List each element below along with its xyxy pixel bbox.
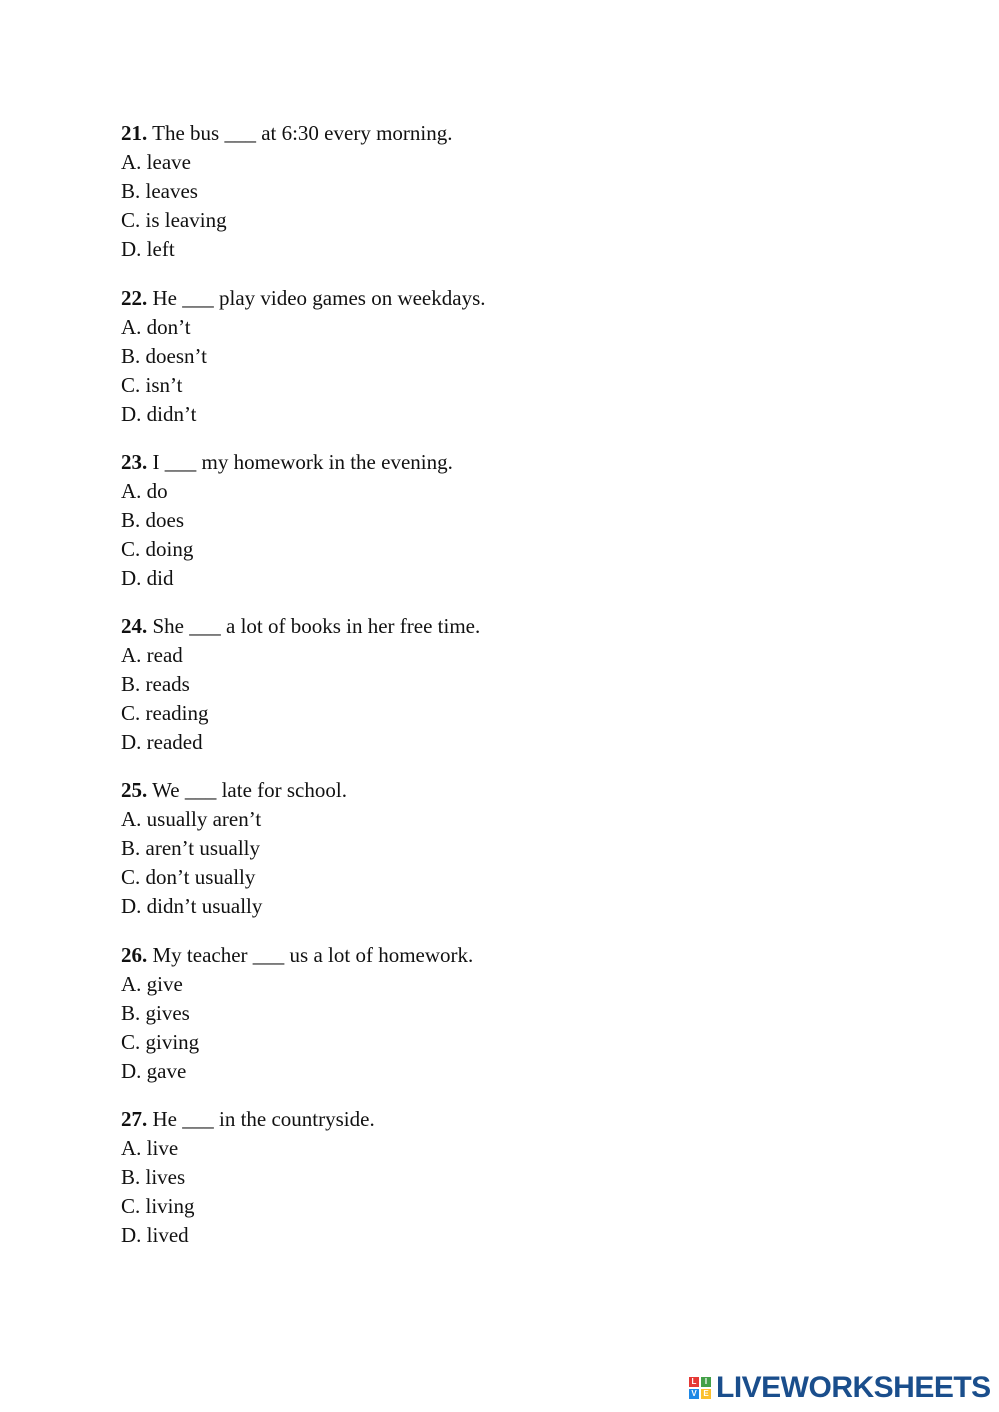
option-a: A. do — [121, 479, 168, 503]
option-a: A. usually aren’t — [121, 807, 262, 831]
question-number: 22. — [121, 286, 148, 310]
question-number: 21. — [121, 121, 148, 145]
logo-block-i: I — [701, 1377, 711, 1387]
option-d: D. didn’t usually — [121, 894, 263, 918]
option-d: D. didn’t — [121, 402, 197, 426]
logo-block-v: V — [689, 1389, 699, 1399]
option-b: B. gives — [121, 1001, 190, 1025]
question-22 — [121, 284, 486, 429]
liveworksheets-logo — [689, 1372, 991, 1404]
option-a: A. give — [121, 972, 183, 996]
question-stem — [121, 1105, 375, 1134]
option-d: D. readed — [121, 730, 203, 754]
question-number: 25. — [121, 778, 148, 802]
option-b: B. lives — [121, 1165, 186, 1189]
question-stem — [121, 284, 486, 313]
question-stem — [121, 776, 347, 805]
option-b: B. doesn’t — [121, 344, 207, 368]
question-number: 26. — [121, 943, 148, 967]
logo-text: LIVEWORKSHEETS — [716, 1371, 991, 1404]
question-26 — [121, 941, 473, 1086]
option-b: B. leaves — [121, 179, 198, 203]
option-c: C. is leaving — [121, 208, 227, 232]
option-b: B. does — [121, 508, 184, 532]
option-d: D. left — [121, 237, 175, 261]
question-number: 23. — [121, 450, 148, 474]
question-23 — [121, 448, 453, 593]
question-text: He ___ play video games on weekdays. — [147, 286, 486, 310]
option-c: C. giving — [121, 1030, 200, 1054]
question-text: I ___ my homework in the evening. — [147, 450, 453, 474]
option-d: D. did — [121, 566, 174, 590]
question-27 — [121, 1105, 375, 1250]
option-c: C. isn’t — [121, 373, 183, 397]
question-number: 24. — [121, 614, 148, 638]
question-21 — [121, 119, 452, 264]
question-text: She ___ a lot of books in her free time. — [147, 614, 481, 638]
question-stem — [121, 612, 480, 641]
option-b: B. aren’t usually — [121, 836, 261, 860]
option-c: C. don’t usually — [121, 865, 256, 889]
logo-block-e: E — [701, 1389, 711, 1399]
question-text: My teacher ___ us a lot of homework. — [147, 943, 474, 967]
option-a: A. don’t — [121, 315, 191, 339]
question-text: The bus ___ at 6:30 every morning. — [147, 121, 453, 145]
question-stem — [121, 119, 452, 148]
option-c: C. doing — [121, 537, 194, 561]
option-d: D. gave — [121, 1059, 187, 1083]
question-number: 27. — [121, 1107, 148, 1131]
option-d: D. lived — [121, 1223, 189, 1247]
question-text: We ___ late for school. — [147, 778, 347, 802]
option-a: A. leave — [121, 150, 191, 174]
question-24 — [121, 612, 480, 757]
question-stem — [121, 941, 473, 970]
logo-block-l: L — [689, 1377, 699, 1387]
option-a: A. live — [121, 1136, 179, 1160]
question-text: He ___ in the countryside. — [147, 1107, 375, 1131]
option-c: C. living — [121, 1194, 195, 1218]
question-25 — [121, 776, 347, 921]
option-b: B. reads — [121, 672, 190, 696]
option-a: A. read — [121, 643, 183, 667]
option-c: C. reading — [121, 701, 209, 725]
logo-blocks-icon — [689, 1376, 713, 1400]
question-stem — [121, 448, 453, 477]
